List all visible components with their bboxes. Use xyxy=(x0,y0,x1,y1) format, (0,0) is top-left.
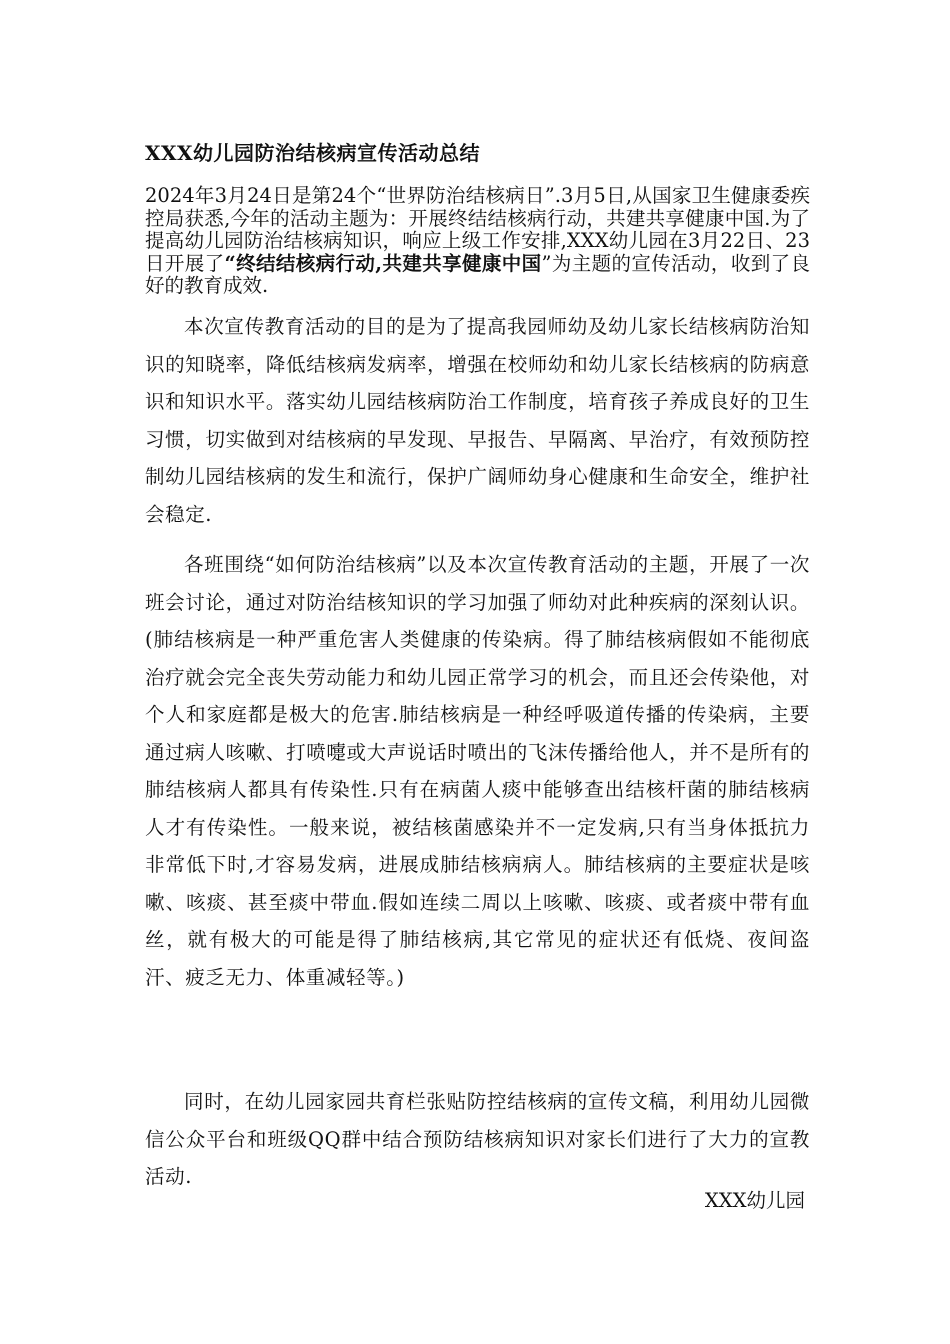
document-title: XXX幼儿园防治结核病宣传活动总结 xyxy=(145,141,481,165)
intro-paragraph xyxy=(145,185,810,298)
intro-theme-bold: “终结结核病行动,共建共享健康中国 xyxy=(224,251,542,275)
body-paragraph-class-discussion: 各班围绕“如何防治结核病”以及本次宣传教育活动的主题，开展了一次班会讨论，通过对防治结核知识的学习加强了师幼对此种疾病的深刻认识。(肺结核病是一种严重危害人类健康的传染病。得了肺结核病假如不能彻底治疗就会完全丧失劳动能力和幼儿园正常学习的机会，而且还会传染他，对个人和家庭都是极大的危害.肺结核病是一种经呼吸道传播的传染病，主要通过病人咳嗽、打喷嚏或大声说话时喷出的飞沫传播给他人，并不是所有的肺结核病人都具有传染性.只有在病菌人痰中能够查出结核杆菌的肺结核病人才有传染性。一般来说，被结核菌感染并不一定发病,只有当身体抵抗力非常低下时,才容易发病，进展成肺结核病病人。肺结核病的主要症状是咳嗽、咳痰、甚至痰中带血.假如连续二周以上咳嗽、咳痰、或者痰中带有血丝，就有极大的可能是得了肺结核病,其它常见的症状还有低烧、夜间盗汗、疲乏无力、体重减轻等。) xyxy=(145,553,810,989)
body-paragraph-purpose: 本次宣传教育活动的目的是为了提高我园师幼及幼儿家长结核病防治知识的知晓率，降低结核病发病率，增强在校师幼和幼儿家长结核病的防病意识和知识水平。落实幼儿园结核病防治工作制度，培育孩子养成良好的卫生习惯，切实做到对结核病的早发现、早报告、早隔离、早治疗，有效预防控制幼儿园结核病的发生和流行，保护广阔师幼身心健康和生命安全，维护社会稳定. xyxy=(145,315,810,526)
intro-text: 2024年3月24日是第24个“世界防治结核病日”.3月5日,从国家卫生健康委疾控局获悉,今年的活动主题为：开展终结结核病行动，共建共享健康中国.为了提高幼儿园防治结核病知识，响应上级工作安排,XXX幼儿园在3月22日、23日开展了 xyxy=(145,184,810,275)
signature: XXX幼儿园 xyxy=(704,1189,805,1212)
intro-text-end: ”为主题的宣传活动，收到了良好的教育成效. xyxy=(145,251,810,297)
body-paragraph-publicity: 同时，在幼儿园家园共育栏张贴防控结核病的宣传文稿，利用幼儿园微信公众平台和班级QQ群中结合预防结核病知识对家长们进行了大力的宣教活动. xyxy=(145,1090,810,1188)
